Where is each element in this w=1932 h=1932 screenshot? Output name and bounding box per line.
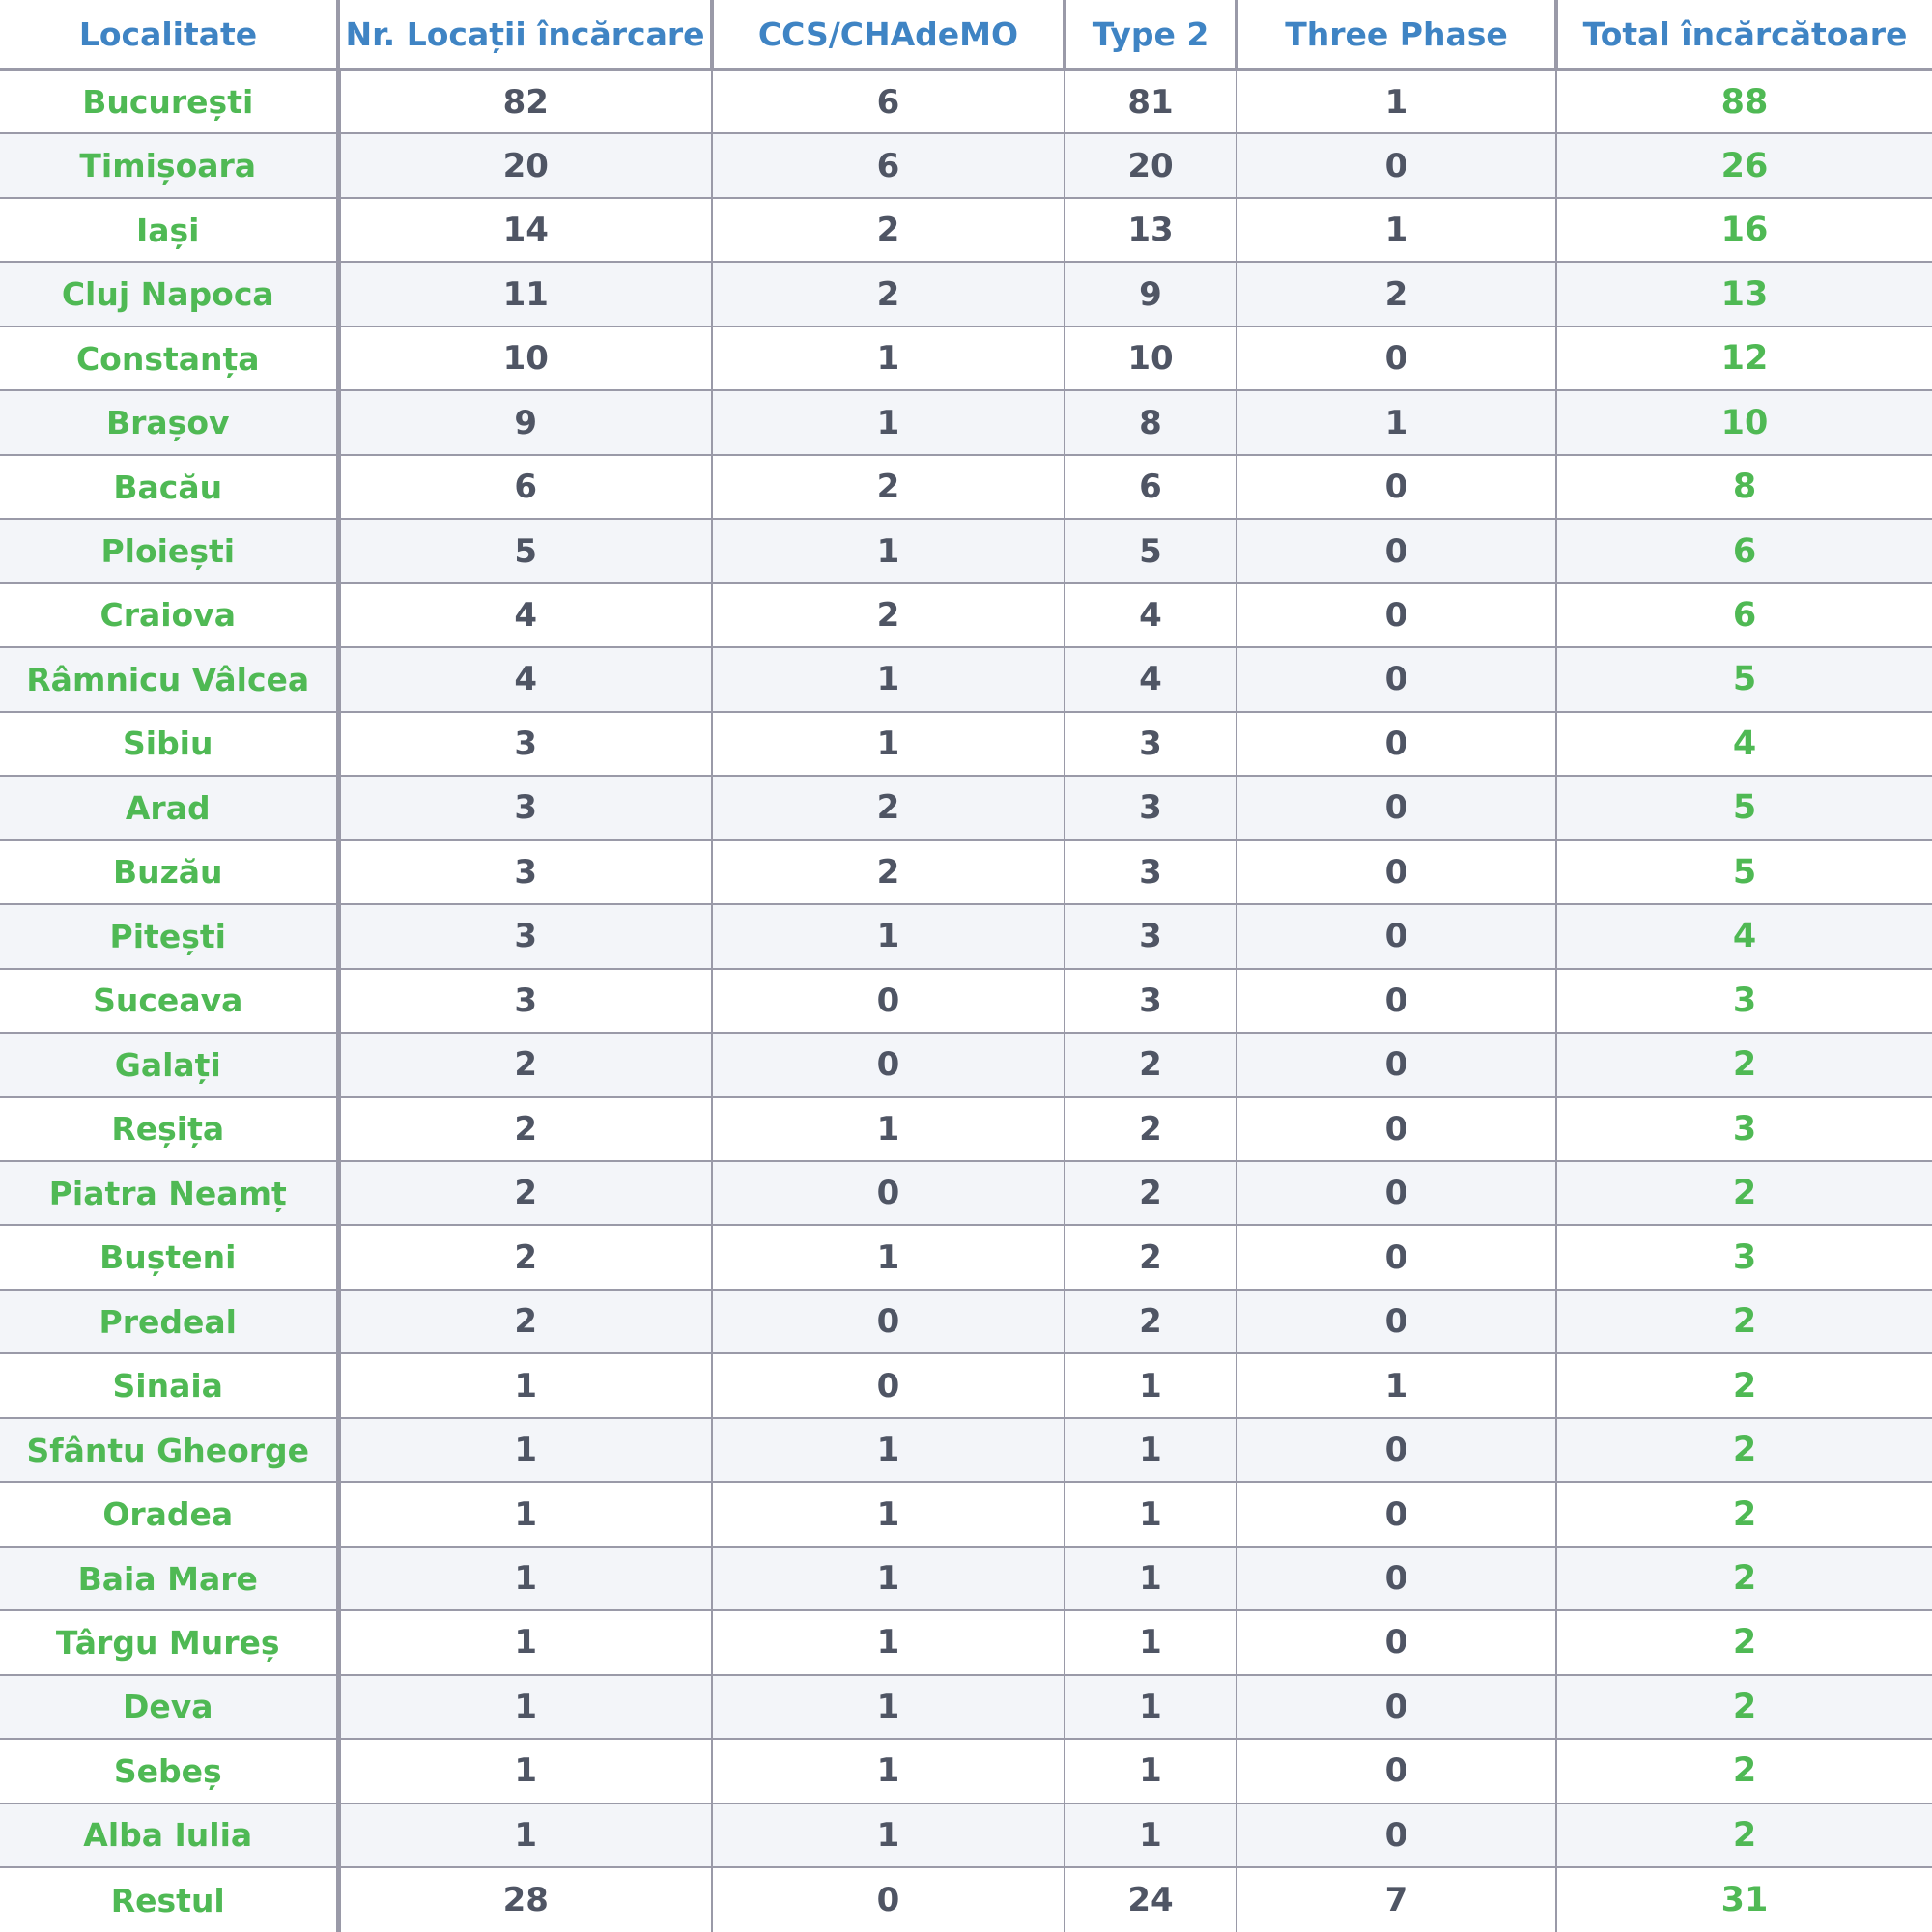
cell-ccs-chademo: 0 bbox=[712, 969, 1065, 1033]
cell-three-phase: 0 bbox=[1236, 1290, 1556, 1353]
cell-total: 4 bbox=[1556, 712, 1932, 776]
cell-ccs-chademo: 2 bbox=[712, 776, 1065, 839]
cell-ccs-chademo: 0 bbox=[712, 1290, 1065, 1353]
cell-nr-locatii: 3 bbox=[338, 840, 712, 904]
cell-localitate: Brașov bbox=[0, 390, 338, 454]
cell-localitate: Predeal bbox=[0, 1290, 338, 1353]
cell-type-2: 9 bbox=[1065, 262, 1236, 326]
cell-type-2: 2 bbox=[1065, 1225, 1236, 1289]
cell-three-phase: 0 bbox=[1236, 1225, 1556, 1289]
cell-total: 5 bbox=[1556, 840, 1932, 904]
cell-nr-locatii: 1 bbox=[338, 1739, 712, 1803]
cell-total: 2 bbox=[1556, 1610, 1932, 1674]
cell-localitate: Constanța bbox=[0, 327, 338, 390]
cell-ccs-chademo: 0 bbox=[712, 1353, 1065, 1417]
cell-three-phase: 0 bbox=[1236, 1610, 1556, 1674]
cell-localitate: Galați bbox=[0, 1033, 338, 1096]
cell-type-2: 1 bbox=[1065, 1739, 1236, 1803]
cell-type-2: 3 bbox=[1065, 904, 1236, 968]
cell-localitate: Ploiești bbox=[0, 519, 338, 582]
cell-type-2: 1 bbox=[1065, 1418, 1236, 1482]
cell-three-phase: 1 bbox=[1236, 198, 1556, 262]
cell-total: 5 bbox=[1556, 776, 1932, 839]
cell-nr-locatii: 11 bbox=[338, 262, 712, 326]
cell-nr-locatii: 3 bbox=[338, 776, 712, 839]
table-row bbox=[0, 262, 1932, 326]
cell-localitate: Restul bbox=[0, 1867, 338, 1932]
table-row bbox=[0, 776, 1932, 839]
cell-type-2: 3 bbox=[1065, 969, 1236, 1033]
cell-localitate: Târgu Mureș bbox=[0, 1610, 338, 1674]
cell-ccs-chademo: 2 bbox=[712, 262, 1065, 326]
cell-ccs-chademo: 1 bbox=[712, 712, 1065, 776]
cell-total: 12 bbox=[1556, 327, 1932, 390]
cell-nr-locatii: 2 bbox=[338, 1290, 712, 1353]
cell-localitate: Bacău bbox=[0, 455, 338, 519]
header-total: Total încărcătoare bbox=[1556, 0, 1932, 70]
cell-localitate: Iași bbox=[0, 198, 338, 262]
table-row bbox=[0, 1739, 1932, 1803]
cell-localitate: Timișoara bbox=[0, 133, 338, 197]
cell-ccs-chademo: 1 bbox=[712, 390, 1065, 454]
cell-ccs-chademo: 2 bbox=[712, 455, 1065, 519]
cell-total: 2 bbox=[1556, 1161, 1932, 1225]
cell-localitate: Deva bbox=[0, 1675, 338, 1739]
cell-nr-locatii: 5 bbox=[338, 519, 712, 582]
cell-three-phase: 0 bbox=[1236, 455, 1556, 519]
cell-three-phase: 0 bbox=[1236, 1161, 1556, 1225]
header-three-phase: Three Phase bbox=[1236, 0, 1556, 70]
cell-ccs-chademo: 0 bbox=[712, 1033, 1065, 1096]
cell-three-phase: 0 bbox=[1236, 969, 1556, 1033]
cell-total: 3 bbox=[1556, 969, 1932, 1033]
cell-three-phase: 0 bbox=[1236, 327, 1556, 390]
cell-type-2: 81 bbox=[1065, 70, 1236, 133]
cell-nr-locatii: 3 bbox=[338, 712, 712, 776]
cell-type-2: 2 bbox=[1065, 1097, 1236, 1161]
cell-total: 10 bbox=[1556, 390, 1932, 454]
cell-nr-locatii: 6 bbox=[338, 455, 712, 519]
table-row bbox=[0, 1290, 1932, 1353]
cell-total: 13 bbox=[1556, 262, 1932, 326]
table-row bbox=[0, 390, 1932, 454]
cell-ccs-chademo: 1 bbox=[712, 1804, 1065, 1867]
cell-localitate: Bușteni bbox=[0, 1225, 338, 1289]
cell-ccs-chademo: 1 bbox=[712, 1547, 1065, 1610]
cell-total: 3 bbox=[1556, 1097, 1932, 1161]
cell-type-2: 6 bbox=[1065, 455, 1236, 519]
cell-total: 2 bbox=[1556, 1290, 1932, 1353]
cell-type-2: 1 bbox=[1065, 1353, 1236, 1417]
cell-three-phase: 0 bbox=[1236, 583, 1556, 647]
cell-three-phase: 0 bbox=[1236, 904, 1556, 968]
cell-type-2: 1 bbox=[1065, 1547, 1236, 1610]
cell-type-2: 5 bbox=[1065, 519, 1236, 582]
cell-type-2: 4 bbox=[1065, 583, 1236, 647]
table-row bbox=[0, 1418, 1932, 1482]
cell-localitate: Sinaia bbox=[0, 1353, 338, 1417]
cell-localitate: Pitești bbox=[0, 904, 338, 968]
table-row bbox=[0, 1675, 1932, 1739]
cell-ccs-chademo: 2 bbox=[712, 840, 1065, 904]
cell-localitate: Suceava bbox=[0, 969, 338, 1033]
cell-ccs-chademo: 1 bbox=[712, 1097, 1065, 1161]
cell-three-phase: 0 bbox=[1236, 1418, 1556, 1482]
cell-total: 2 bbox=[1556, 1675, 1932, 1739]
cell-total: 2 bbox=[1556, 1353, 1932, 1417]
table-row bbox=[0, 1097, 1932, 1161]
header-ccs-chademo: CCS/CHAdeMO bbox=[712, 0, 1065, 70]
cell-three-phase: 1 bbox=[1236, 390, 1556, 454]
table-row bbox=[0, 1161, 1932, 1225]
cell-three-phase: 0 bbox=[1236, 519, 1556, 582]
cell-total: 26 bbox=[1556, 133, 1932, 197]
cell-ccs-chademo: 1 bbox=[712, 1482, 1065, 1546]
table-row bbox=[0, 583, 1932, 647]
cell-total: 2 bbox=[1556, 1033, 1932, 1096]
cell-type-2: 1 bbox=[1065, 1610, 1236, 1674]
cell-nr-locatii: 2 bbox=[338, 1033, 712, 1096]
cell-total: 16 bbox=[1556, 198, 1932, 262]
cell-three-phase: 0 bbox=[1236, 840, 1556, 904]
cell-three-phase: 0 bbox=[1236, 1097, 1556, 1161]
cell-nr-locatii: 1 bbox=[338, 1482, 712, 1546]
cell-ccs-chademo: 0 bbox=[712, 1867, 1065, 1932]
cell-nr-locatii: 1 bbox=[338, 1353, 712, 1417]
cell-type-2: 20 bbox=[1065, 133, 1236, 197]
cell-nr-locatii: 28 bbox=[338, 1867, 712, 1932]
cell-type-2: 2 bbox=[1065, 1033, 1236, 1096]
cell-three-phase: 0 bbox=[1236, 1482, 1556, 1546]
cell-total: 88 bbox=[1556, 70, 1932, 133]
cell-localitate: Reșița bbox=[0, 1097, 338, 1161]
cell-ccs-chademo: 1 bbox=[712, 519, 1065, 582]
cell-nr-locatii: 2 bbox=[338, 1225, 712, 1289]
cell-type-2: 13 bbox=[1065, 198, 1236, 262]
cell-nr-locatii: 1 bbox=[338, 1418, 712, 1482]
cell-localitate: Râmnicu Vâlcea bbox=[0, 647, 338, 711]
table-row bbox=[0, 133, 1932, 197]
cell-three-phase: 0 bbox=[1236, 647, 1556, 711]
cell-type-2: 2 bbox=[1065, 1161, 1236, 1225]
cell-total: 6 bbox=[1556, 583, 1932, 647]
cell-localitate: Baia Mare bbox=[0, 1547, 338, 1610]
cell-nr-locatii: 4 bbox=[338, 647, 712, 711]
table-row bbox=[0, 519, 1932, 582]
cell-ccs-chademo: 6 bbox=[712, 70, 1065, 133]
table-row bbox=[0, 1225, 1932, 1289]
cell-nr-locatii: 1 bbox=[338, 1804, 712, 1867]
cell-localitate: Craiova bbox=[0, 583, 338, 647]
cell-ccs-chademo: 0 bbox=[712, 1161, 1065, 1225]
cell-nr-locatii: 82 bbox=[338, 70, 712, 133]
table-row bbox=[0, 70, 1932, 133]
cell-type-2: 3 bbox=[1065, 840, 1236, 904]
cell-type-2: 3 bbox=[1065, 776, 1236, 839]
cell-type-2: 8 bbox=[1065, 390, 1236, 454]
table-row bbox=[0, 647, 1932, 711]
table-row bbox=[0, 712, 1932, 776]
cell-ccs-chademo: 1 bbox=[712, 1739, 1065, 1803]
cell-type-2: 10 bbox=[1065, 327, 1236, 390]
cell-total: 31 bbox=[1556, 1867, 1932, 1932]
cell-three-phase: 0 bbox=[1236, 1033, 1556, 1096]
cell-nr-locatii: 14 bbox=[338, 198, 712, 262]
cell-ccs-chademo: 1 bbox=[712, 647, 1065, 711]
header-row bbox=[0, 0, 1932, 70]
cell-three-phase: 0 bbox=[1236, 133, 1556, 197]
cell-type-2: 24 bbox=[1065, 1867, 1236, 1932]
table-row bbox=[0, 1610, 1932, 1674]
cell-ccs-chademo: 1 bbox=[712, 1225, 1065, 1289]
cell-three-phase: 0 bbox=[1236, 776, 1556, 839]
cell-type-2: 1 bbox=[1065, 1675, 1236, 1739]
cell-three-phase: 0 bbox=[1236, 1739, 1556, 1803]
cell-nr-locatii: 2 bbox=[338, 1097, 712, 1161]
table-row bbox=[0, 904, 1932, 968]
cell-localitate: Buzău bbox=[0, 840, 338, 904]
cell-nr-locatii: 1 bbox=[338, 1675, 712, 1739]
cell-total: 2 bbox=[1556, 1547, 1932, 1610]
cell-total: 2 bbox=[1556, 1482, 1932, 1546]
cell-three-phase: 1 bbox=[1236, 1353, 1556, 1417]
header-nr-locatii: Nr. Locații încărcare bbox=[338, 0, 712, 70]
cell-localitate: Sibiu bbox=[0, 712, 338, 776]
cell-ccs-chademo: 1 bbox=[712, 1610, 1065, 1674]
cell-localitate: Sfântu Gheorge bbox=[0, 1418, 338, 1482]
cell-total: 2 bbox=[1556, 1804, 1932, 1867]
table-row bbox=[0, 198, 1932, 262]
cell-localitate: București bbox=[0, 70, 338, 133]
cell-ccs-chademo: 1 bbox=[712, 1675, 1065, 1739]
cell-ccs-chademo: 2 bbox=[712, 583, 1065, 647]
table-row bbox=[0, 327, 1932, 390]
cell-three-phase: 0 bbox=[1236, 1675, 1556, 1739]
cell-three-phase: 0 bbox=[1236, 1547, 1556, 1610]
cell-localitate: Piatra Neamț bbox=[0, 1161, 338, 1225]
cell-total: 3 bbox=[1556, 1225, 1932, 1289]
table-row bbox=[0, 1482, 1932, 1546]
cell-nr-locatii: 2 bbox=[338, 1161, 712, 1225]
cell-nr-locatii: 9 bbox=[338, 390, 712, 454]
cell-three-phase: 2 bbox=[1236, 262, 1556, 326]
cell-three-phase: 0 bbox=[1236, 712, 1556, 776]
cell-total: 2 bbox=[1556, 1739, 1932, 1803]
table-row bbox=[0, 969, 1932, 1033]
table-row bbox=[0, 1804, 1932, 1867]
cell-type-2: 1 bbox=[1065, 1804, 1236, 1867]
cell-type-2: 1 bbox=[1065, 1482, 1236, 1546]
cell-ccs-chademo: 1 bbox=[712, 327, 1065, 390]
cell-three-phase: 7 bbox=[1236, 1867, 1556, 1932]
cell-nr-locatii: 1 bbox=[338, 1610, 712, 1674]
cell-ccs-chademo: 1 bbox=[712, 904, 1065, 968]
cell-nr-locatii: 10 bbox=[338, 327, 712, 390]
cell-ccs-chademo: 6 bbox=[712, 133, 1065, 197]
header-type-2: Type 2 bbox=[1065, 0, 1236, 70]
table-row bbox=[0, 455, 1932, 519]
table-row bbox=[0, 1547, 1932, 1610]
cell-type-2: 4 bbox=[1065, 647, 1236, 711]
cell-type-2: 2 bbox=[1065, 1290, 1236, 1353]
cell-localitate: Oradea bbox=[0, 1482, 338, 1546]
table-row bbox=[0, 1353, 1932, 1417]
header-localitate: Localitate bbox=[0, 0, 338, 70]
cell-type-2: 3 bbox=[1065, 712, 1236, 776]
cell-three-phase: 0 bbox=[1236, 1804, 1556, 1867]
cell-nr-locatii: 3 bbox=[338, 904, 712, 968]
table-row bbox=[0, 840, 1932, 904]
cell-localitate: Cluj Napoca bbox=[0, 262, 338, 326]
cell-total: 5 bbox=[1556, 647, 1932, 711]
cell-ccs-chademo: 1 bbox=[712, 1418, 1065, 1482]
cell-total: 8 bbox=[1556, 455, 1932, 519]
cell-nr-locatii: 1 bbox=[338, 1547, 712, 1610]
cell-nr-locatii: 4 bbox=[338, 583, 712, 647]
cell-total: 2 bbox=[1556, 1418, 1932, 1482]
cell-localitate: Alba Iulia bbox=[0, 1804, 338, 1867]
table-row bbox=[0, 1033, 1932, 1096]
cell-total: 6 bbox=[1556, 519, 1932, 582]
cell-localitate: Arad bbox=[0, 776, 338, 839]
cell-ccs-chademo: 2 bbox=[712, 198, 1065, 262]
table-body bbox=[0, 70, 1932, 1932]
cell-three-phase: 1 bbox=[1236, 70, 1556, 133]
cell-nr-locatii: 3 bbox=[338, 969, 712, 1033]
cell-total: 4 bbox=[1556, 904, 1932, 968]
cell-localitate: Sebeș bbox=[0, 1739, 338, 1803]
table-row bbox=[0, 1867, 1932, 1932]
cell-nr-locatii: 20 bbox=[338, 133, 712, 197]
